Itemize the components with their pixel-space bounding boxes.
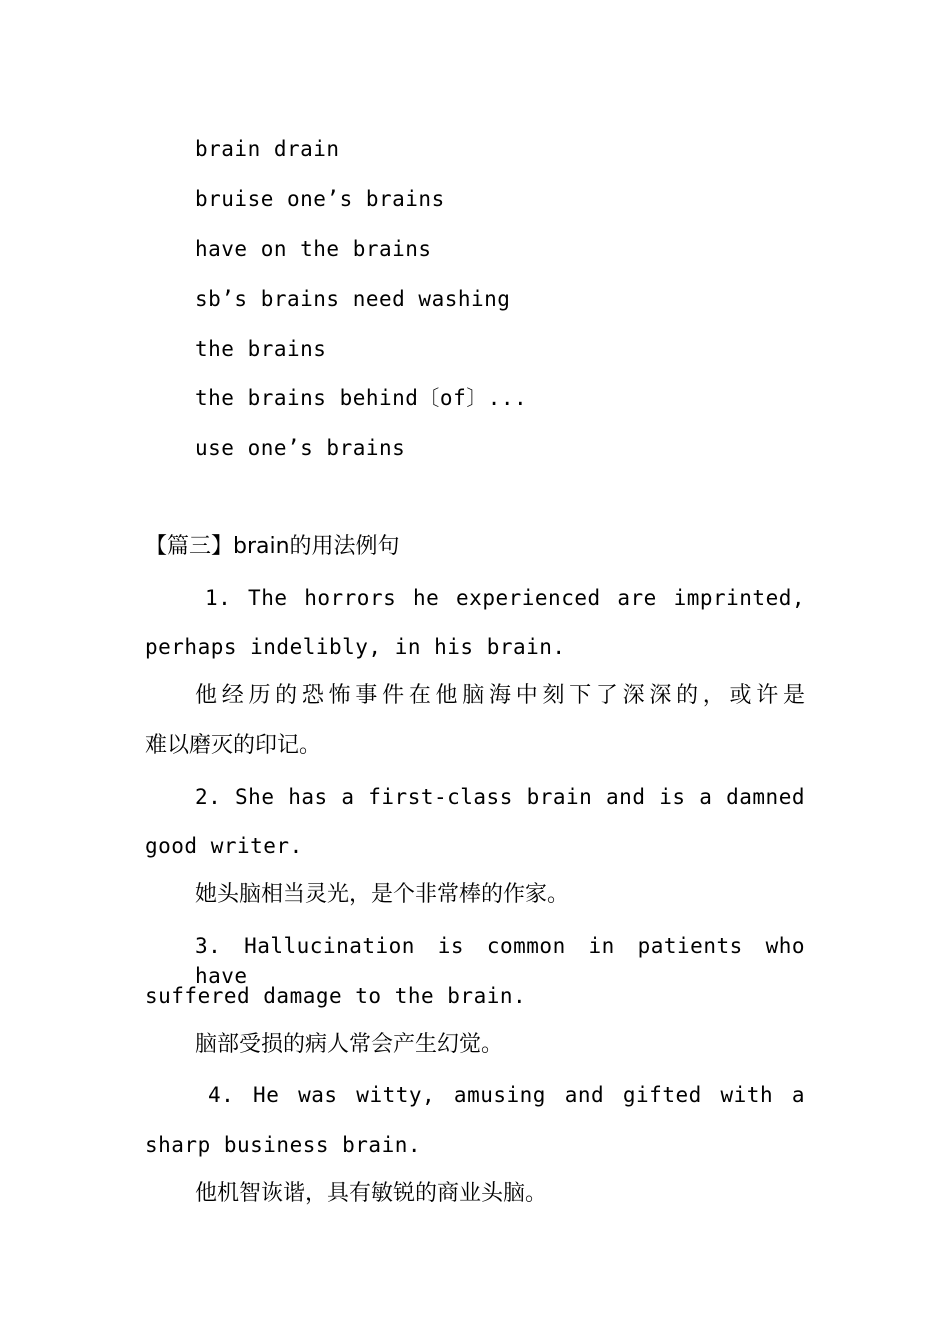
phrase-item: brain drain bbox=[195, 137, 340, 161]
example-english-line: 2. She has a first-class brain and is a damned bbox=[195, 785, 805, 809]
example-chinese-line: 她头脑相当灵光，是个非常棒的作家。 bbox=[195, 882, 570, 907]
example-chinese-line: 难以磨灭的印记。 bbox=[145, 733, 322, 758]
example-english-line: good writer. bbox=[145, 834, 303, 858]
phrase-item: have on the brains bbox=[195, 237, 432, 261]
example-english-line: 4. He was witty, amusing and gifted with a bbox=[208, 1083, 805, 1107]
example-english-line: perhaps indelibly, in his brain. bbox=[145, 635, 566, 659]
example-chinese-line: 他经历的恐怖事件在他脑海中刻下了深深的，或许是 bbox=[195, 683, 805, 708]
phrase-item: the brains behind〔of〕... bbox=[195, 386, 528, 410]
phrase-item: bruise one’s brains bbox=[195, 187, 445, 211]
example-chinese-line: 脑部受损的病人常会产生幻觉。 bbox=[195, 1032, 504, 1057]
example-chinese-line: 他机智诙谐，具有敏锐的商业头脑。 bbox=[195, 1181, 548, 1206]
phrase-item: the brains bbox=[195, 337, 327, 361]
example-english-line: 3. Hallucination is common in patients who have bbox=[195, 934, 805, 988]
example-english-line: 1. The horrors he experienced are imprinted, bbox=[205, 586, 805, 610]
phrase-item: use one’s brains bbox=[195, 436, 406, 460]
example-english-line: suffered damage to the brain. bbox=[145, 984, 527, 1008]
section-heading: 【篇三】brain的用法例句 bbox=[145, 534, 400, 559]
phrase-item: sb’s brains need washing bbox=[195, 287, 511, 311]
example-english-line: sharp business brain. bbox=[145, 1133, 422, 1157]
